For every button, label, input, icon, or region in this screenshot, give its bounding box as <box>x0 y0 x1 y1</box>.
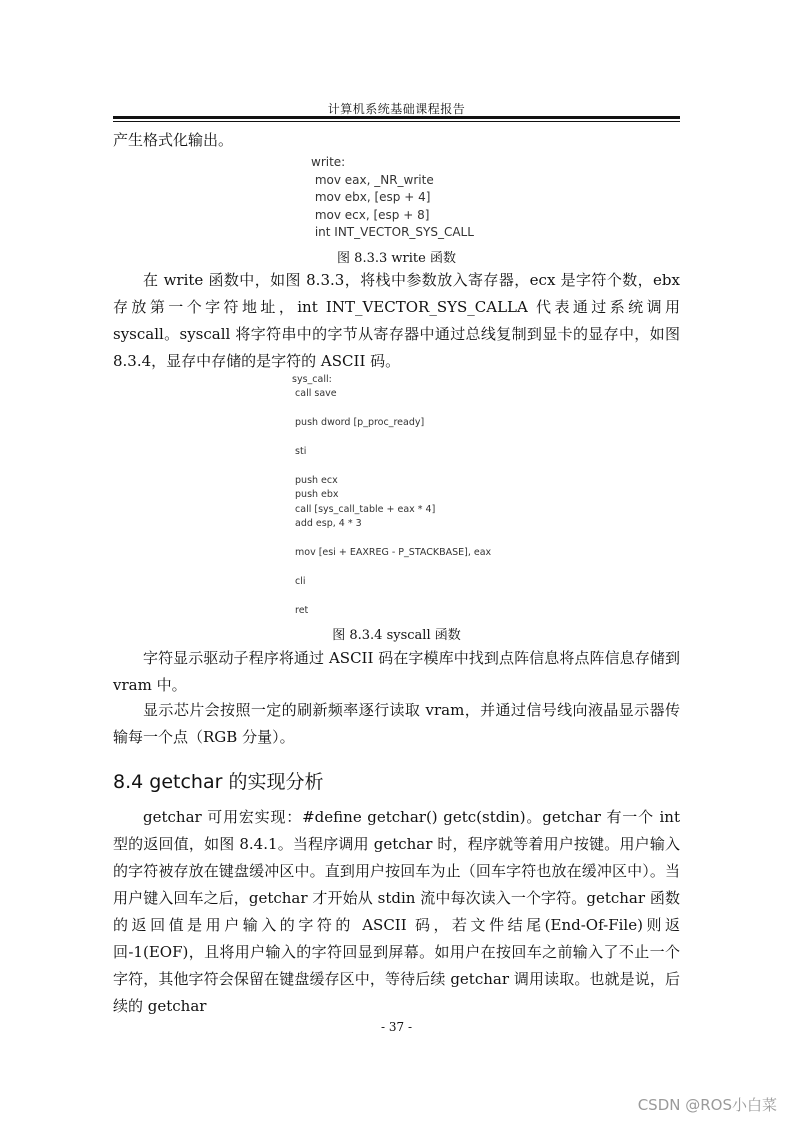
header-rule-thick <box>113 116 680 119</box>
paragraph-display-driver: 字符显示驱动子程序将通过 ASCII 码在字模库中找到点阵信息将点阵信息存储到 vram 中。 <box>113 649 680 694</box>
code-line: push ebx <box>292 489 339 501</box>
code-line: int INT_VECTOR_SYS_CALL <box>311 225 474 239</box>
header-rule-thin <box>113 121 680 122</box>
paragraph-write-function: 在 write 函数中，如图 8.3.3，将栈中参数放入寄存器，ecx 是字符个数，ebx 存放第一个字符地址，int INT_VECTOR_SYS_CALLA 代表通过系统调用 syscall。syscall 将字符串中的字节从寄存器中通过总线复制到显卡的显存中，如图 8.3.4，显存中存储的是字符的 ASCII 码。 <box>113 271 680 370</box>
code-line: mov eax, _NR_write <box>311 172 434 187</box>
code-line: sti <box>292 446 307 458</box>
header-title: 计算机系统基础课程报告 <box>327 102 466 116</box>
syscall-code-block <box>292 373 491 618</box>
code-line: mov ecx, [esp + 8] <box>311 207 430 222</box>
code-line: call [sys_call_table + eax * 4] <box>292 503 436 515</box>
code-line: push dword [p_proc_ready] <box>292 417 425 429</box>
figure-caption-write: 图 8.3.3 write 函数 <box>337 251 456 266</box>
paragraph-display-chip: 显示芯片会按照一定的刷新频率逐行读取 vram，并通过信号线向液晶显示器传输每一个点（RGB 分量）。 <box>113 701 680 746</box>
page-number: - 37 - <box>380 1020 412 1034</box>
code-line: mov [esi + EAXREG - P_STACKBASE], eax <box>292 546 492 558</box>
code-line: push ecx <box>292 474 338 486</box>
intro-line: 产生格式化输出。 <box>113 131 234 149</box>
code-line: call save <box>292 388 337 400</box>
figure-caption-syscall: 图 8.3.4 syscall 函数 <box>332 628 461 643</box>
paragraph-getchar: getchar 可用宏实现：#define getchar() getc(stdin)。getchar 有一个 int 型的返回值，如图 8.4.1。当程序调用 getchar 时，程序就等着用户按键。用户输入的字符被存放在键盘缓冲区中。直到用户按回车为止（回车字符也放在缓冲区中）。当用户键入回车之后，getchar 才开始从 stdin 流中每次读入一个字符。getchar 函数的返回值是用户输入的字符的 ASCII 码，若文件结尾(End-Of-File)则返回-1(EOF)，且将用户输入的字符回显到屏幕。如用户在按回车之前输入了不止一个字符，其他字符会保留在键盘缓存区中，等待后续 getchar 调用读取。也就是说，后续的 getchar <box>113 808 680 1015</box>
csdn-watermark: CSDN @ROS小白菜 <box>637 1096 777 1114</box>
write-code-block <box>311 154 474 242</box>
code-line: write: <box>311 155 346 169</box>
code-line: cli <box>292 575 306 587</box>
code-line: add esp, 4 * 3 <box>292 518 362 530</box>
section-heading-getchar: 8.4 getchar 的实现分析 <box>113 771 324 793</box>
code-line: mov ebx, [esp + 4] <box>311 190 431 204</box>
code-line: ret <box>292 604 309 616</box>
code-line: sys_call: <box>292 374 332 385</box>
